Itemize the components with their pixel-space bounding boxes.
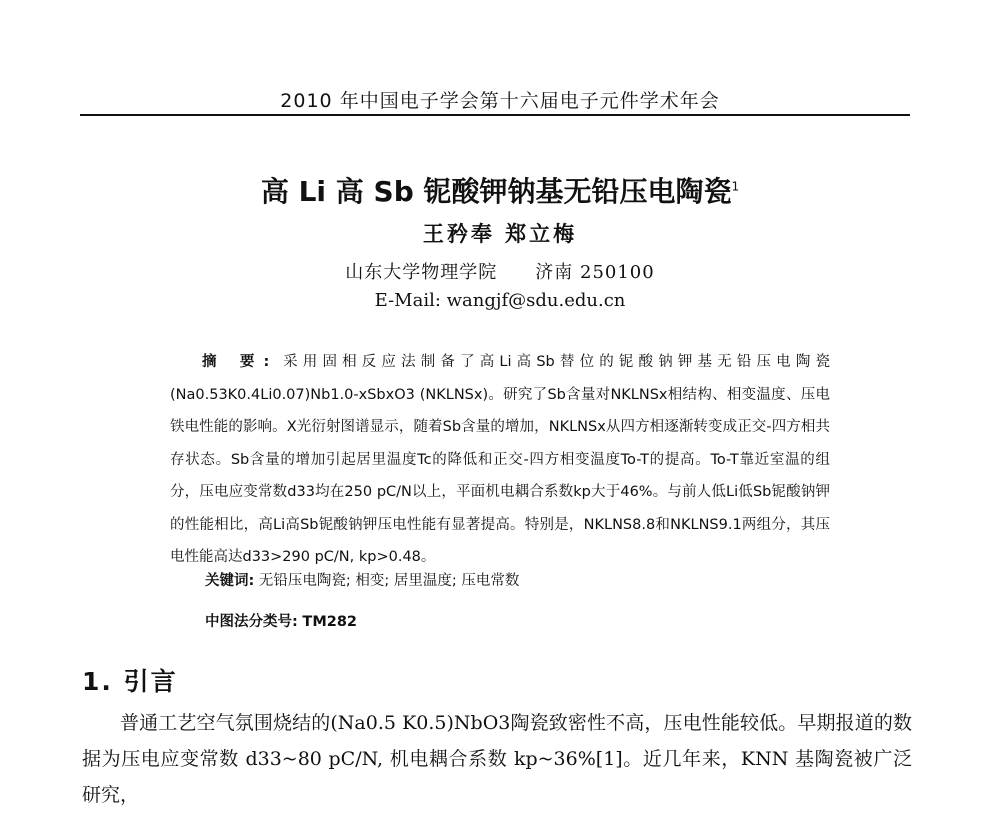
affiliation: 山东大学物理学院 济南 250100: [345, 262, 655, 283]
keywords-label: 关键词:: [205, 573, 255, 589]
header-rule: [80, 114, 910, 116]
classification: [205, 610, 357, 631]
classification-label: 中图法分类号:: [205, 614, 298, 630]
abstract-indent: [170, 354, 202, 370]
paper-title: [0, 170, 1000, 210]
keywords-text: 无铅压电陶瓷; 相变; 居里温度; 压电常数: [258, 573, 520, 589]
keywords: [205, 569, 519, 590]
section-heading-introduction: 1. 引言: [82, 667, 178, 696]
email: E-Mail: wangjf@sdu.edu.cn: [374, 290, 626, 311]
introduction-paragraph: 普通工艺空气氛围烧结的(Na0.5 K0.5)NbO3陶瓷致密性不高，压电性能较低。早期报道的数据为压电应变常数 d33~80 pC/N, 机电耦合系数 kp~36%[1]。近几年来，KNN 基陶瓷被广泛研究，: [82, 712, 912, 806]
authors: 王矜奉 郑立梅: [422, 221, 578, 246]
abstract-label: 摘 要:: [202, 354, 274, 370]
classification-code: TM282: [302, 614, 358, 630]
abstract-text: 采用固相反应法制备了高Li高Sb替位的铌酸钠钾基无铅压电陶瓷(Na0.53K0.4Li0.07)Nb1.0-xSbxO3 (NKLNSx)。研究了Sb含量对NKLNSx相结构、相变温度、压电铁电性能的影响。X光衍射图谱显示，随着Sb含量的增加，NKLNSx从四方相逐渐转变成正交-四方相共存状态。Sb含量的增加引起居里温度Tc的降低和正交-四方相变温度To-T的提高。To-T靠近室温的组分，压电应变常数d33均在250 pC/N以上，平面机电耦合系数kp大于46%。与前人低Li低Sb铌酸钠钾的性能相比，高Li高Sb铌酸钠钾压电性能有显著提高。特别是，NKLNS8.8和NKLNS9.1两组分，其压电性能高达d33>290 pC/N, kp>0.48。: [170, 354, 831, 565]
abstract: [170, 346, 830, 574]
title-text: 高 Li 高 Sb 铌酸钾钠基无铅压电陶瓷: [260, 175, 732, 208]
running-header: 2010 年中国电子学会第十六届电子元件学术年会: [280, 90, 720, 112]
title-footnote-mark: 1: [731, 179, 740, 194]
